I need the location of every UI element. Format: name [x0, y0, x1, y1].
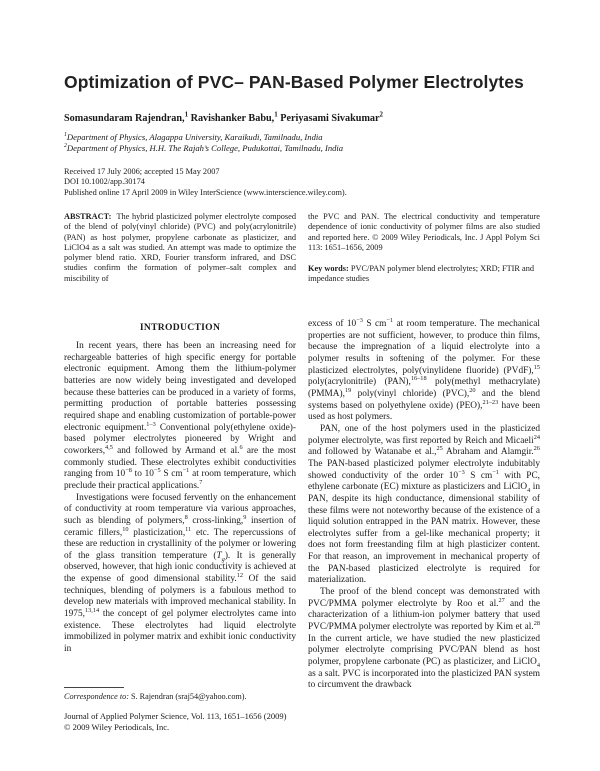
author-name: Periyasami Sivakumar: [280, 113, 380, 124]
body-column-right: [308, 316, 540, 692]
copyright: © 2009 Wiley Periodicals, Inc.: [64, 721, 170, 732]
paragraph: PAN, one of the host polymers used in the plasticized polymer electrolyte, was first reported by Reich and Micaeli$^{24}$ and followed by Watanabe et al.,$^{25}$ Abraham and Alamgir.$^{26}$ The PAN-based plasticized polymer electrolyte indubitably showed conductivity of the order $10^{-3}$ S $cm^{-1}$ with PC, ethylene carbonate (EC) mixture as plasticizers and LiClO$_4$ in PAN, despite its high conductance, dimensional stability of these films were not noteworthy because of the existence of a liquid solution entrapped in the PAN matrix. However, these electrolytes suffer from a gel-like mechanical property; it does not form freestanding film at high plasticizer content. For that reason, an improvement in mechanical property of the PAN-based plasticized electrolyte is required for materialization.: [308, 423, 540, 586]
paragraph: Investigations were focused fervently on the enhancement of conductivity at room temperature via various approaches, such as blending of polymers,$^8$ cross-linking,$^9$ insertion of ceramic fillers,$^{10}$ plasticization,$^{11}$ etc. The repercussions of these are reduction in crystallinity of the polymer or lowering of the glass transition temperature $(T_g)$. It is generally observed, however, that high ionic conductivity is achieved at the expense of good dimensional stability.$^{12}$ Of the said techniques, blending of polymers is a fabulous method to develop new materials with improved mechanical stability. In 1975,$^{13,14}$ the concept of gel polymer electrolytes came into existence. These electrolytes had liquid electrolyte immobilized in polymer matrix and exhibit ionic conductivity in: [64, 492, 297, 655]
footnote-divider: [64, 687, 124, 688]
doi: DOI 10.1002/app.30174: [64, 177, 145, 187]
author-name: Ravishanker Babu,: [190, 113, 275, 124]
author-list: Somasundaram Rajendran,$^1$ Ravishanker Babu,$^1$ Periyasami Sivakumar$^2$: [64, 111, 384, 124]
published-date: Published online 17 April 2009 in Wiley InterScience (www.interscience.wiley.com).: [64, 187, 347, 197]
abstract-left: ABSTRACT: The hybrid plasticized polymer electrolyte composed of the blend of poly(vinyl chloride) (PVC) and poly(acrylonitrile) (PAN) as host polymer, propylene carbonate as plasticizer, and LiClO4 as a salt was studied. An attempt was made to optimize the polymer blend ratio. XRD, Fourier transform infrared, and DSC studies confirm the formation of polymer–salt complex and miscibility of: [64, 212, 296, 283]
body-column-left: [64, 341, 296, 656]
paragraph: The proof of the blend concept was demonstrated with PVC/PMMA polymer electrolyte by Roo et al.$^{27}$ and the characterization of a lithium-ion polymer battery that used PVC/PMMA polymer electrolyte was reported by Kim et al.$^{28}$ In the current article, we have studied the new plasticized polymer electrolyte comprising PVC/PAN blend as host polymer, propylene carbonate (PC) as plasticizer, and LiClO$_4$ as a salt. PVC is incorporated into the plasticized PAN system to circumvent the drawback: [308, 587, 540, 691]
section-heading: INTRODUCTION: [139, 322, 221, 333]
author-name: Somasundaram Rajendran,: [64, 113, 185, 124]
affiliation: $^2$Department of Physics, H.H. The Rajah’s College, Pudukottai, Tamilnadu, India: [64, 143, 344, 153]
affiliation: $^1$Department of Physics, Alagappa University, Karaikudi, Tamilnadu, India: [64, 132, 323, 142]
keywords: Key words: PVC/PAN polymer blend electrolytes; XRD; FTIR and impedance studies: [308, 264, 535, 284]
abstract-right: the PVC and PAN. The electrical conductivity and temperature dependence of ionic conductivity of polymer films are also studied and reported here. © 2009 Wiley Periodicals, Inc. J Appl Polym Sci 113: 1651–1656, 2009: [308, 212, 540, 252]
correspondence-note: Correspondence to: S. Rajendran (sraj54@yahoo.com).: [64, 692, 247, 701]
journal-info: Journal of Applied Polymer Science, Vol. 113, 1651–1656 (2009): [64, 711, 287, 721]
paragraph: In recent years, there has been an increasing need for rechargeable batteries of high specific energy for portable electronic equipment. Among them the lithium-polymer batteries are now widely being investigated and developed because these batteries can be produced in a variety of forms, permitting production of portable batteries possessing required shape and enabling customization of portable-power electronic equipment.$^{1-3}$ Conventional poly(ethylene oxide)-based polymer electrolytes pioneered by Wright and coworkers,$^{4,5}$ and followed by Armand et al.$^6$ are the most commonly studied. These electrolytes exhibit conductivities ranging from $10^{-8}$ to $10^{-5}$ S $cm^{-1}$ at room temperature, which preclude their practical applications.$^7$: [64, 341, 296, 491]
page-title: Optimization of PVC– PAN-Based Polymer Electrolytes: [64, 72, 524, 92]
journal-citation: [64, 711, 286, 732]
publication-dates: [64, 167, 347, 198]
received-date: Received 17 July 2006; accepted 15 May 2007: [64, 167, 220, 176]
paragraph: excess of $10^{-3}$ S $cm^{-1}$ at room temperature. The mechanical properties are not sufficient, however, to produce thin films, because the impregnation of a liquid electrolyte into a polymer results in softening of the polymer. For these plasticized electrolytes, poly(vinylidene fluoride) (PVdF),$^{15}$ poly(acrylonitrile) (PAN),$^{16-18}$ poly(methyl methacrylate) (PMMA),$^{19}$ poly(vinyl chloride) (PVC),$^{20}$ and the blend systems based on polyethylene oxide) (PEO),$^{21-23}$ have been used as host polymers.: [308, 316, 540, 423]
